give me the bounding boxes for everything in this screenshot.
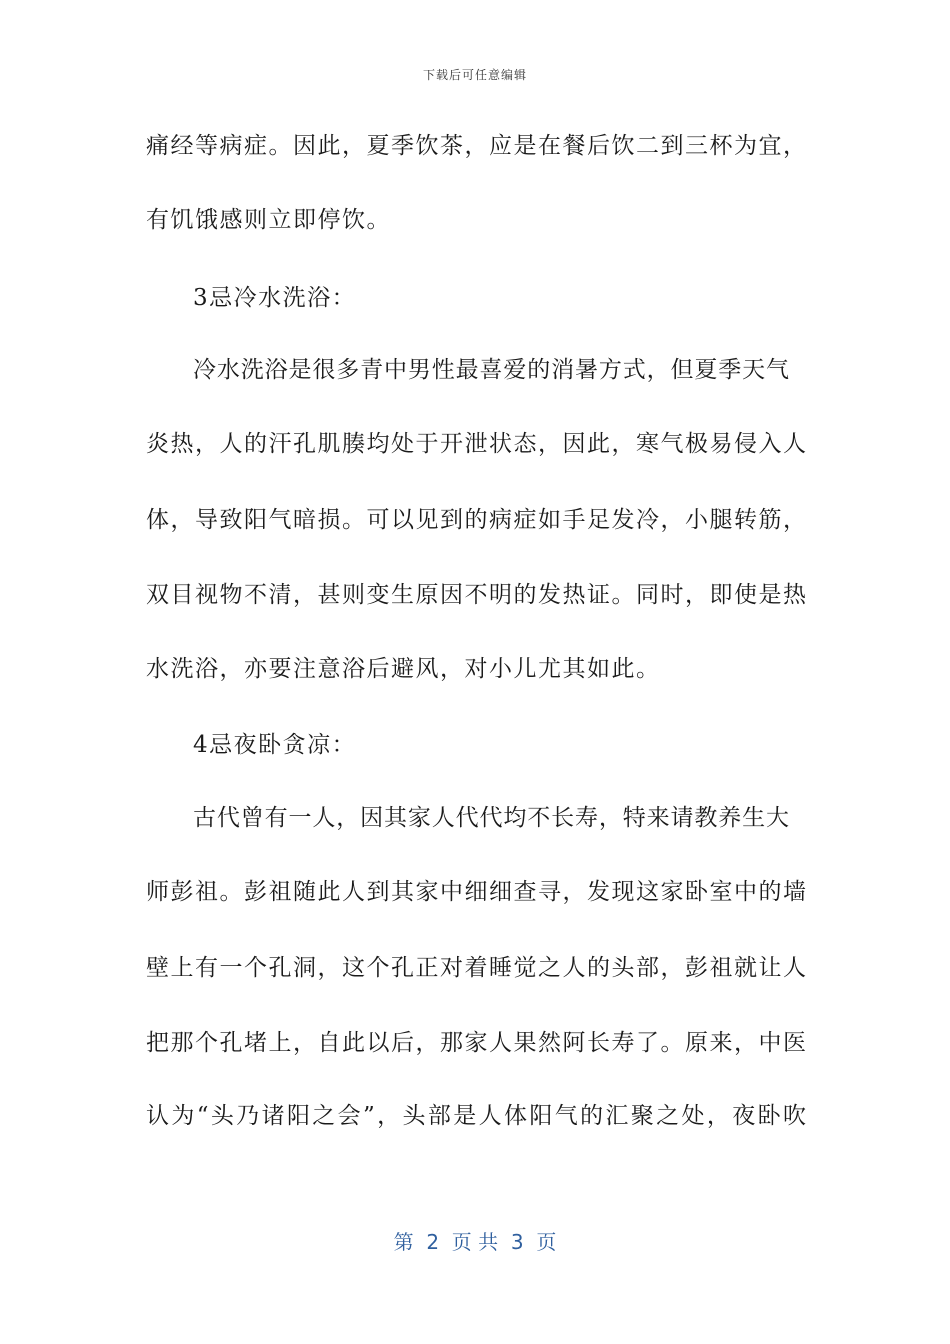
body-line: 体，导致阳气暗损。可以见到的病症如手足发冷，小腿转筋， <box>146 507 806 533</box>
body-line: 痛经等病症。因此，夏季饮茶，应是在餐后饮二到三杯为宜， <box>146 133 806 159</box>
body-line: 把那个孔堵上，自此以后，那家人果然阿长寿了。原来，中医 <box>146 1030 806 1056</box>
page-number: 第 2 页 共 3 页 <box>393 1230 557 1254</box>
body-line: 冷水洗浴是很多青中男性最喜爱的消暑方式，但夏季天气 <box>193 357 789 383</box>
header-note: 下载后可任意编辑 <box>422 68 527 82</box>
body-line: 认为“头乃诸阳之会”，头部是人体阳气的汇聚之处，夜卧吹 <box>146 1103 806 1129</box>
body-line: 双目视物不清，甚则变生原因不明的发热证。同时，即使是热 <box>146 582 806 608</box>
body-line: 师彭祖。彭祖随此人到其家中细细查寻，发现这家卧室中的墙 <box>146 879 806 905</box>
section-heading: 3忌冷水洗浴： <box>193 285 357 311</box>
section-heading: 4忌夜卧贪凉： <box>193 732 357 758</box>
body-line: 有饥饿感则立即停饮。 <box>146 207 391 233</box>
body-line: 水洗浴，亦要注意浴后避风，对小儿尤其如此。 <box>146 656 661 682</box>
body-line: 古代曾有一人，因其家人代代均不长寿，特来请教养生大 <box>193 805 789 831</box>
body-line: 炎热，人的汗孔肌腠均处于开泄状态，因此，寒气极易侵入人 <box>146 431 806 457</box>
body-line: 壁上有一个孔洞，这个孔正对着睡觉之人的头部，彭祖就让人 <box>146 955 806 981</box>
